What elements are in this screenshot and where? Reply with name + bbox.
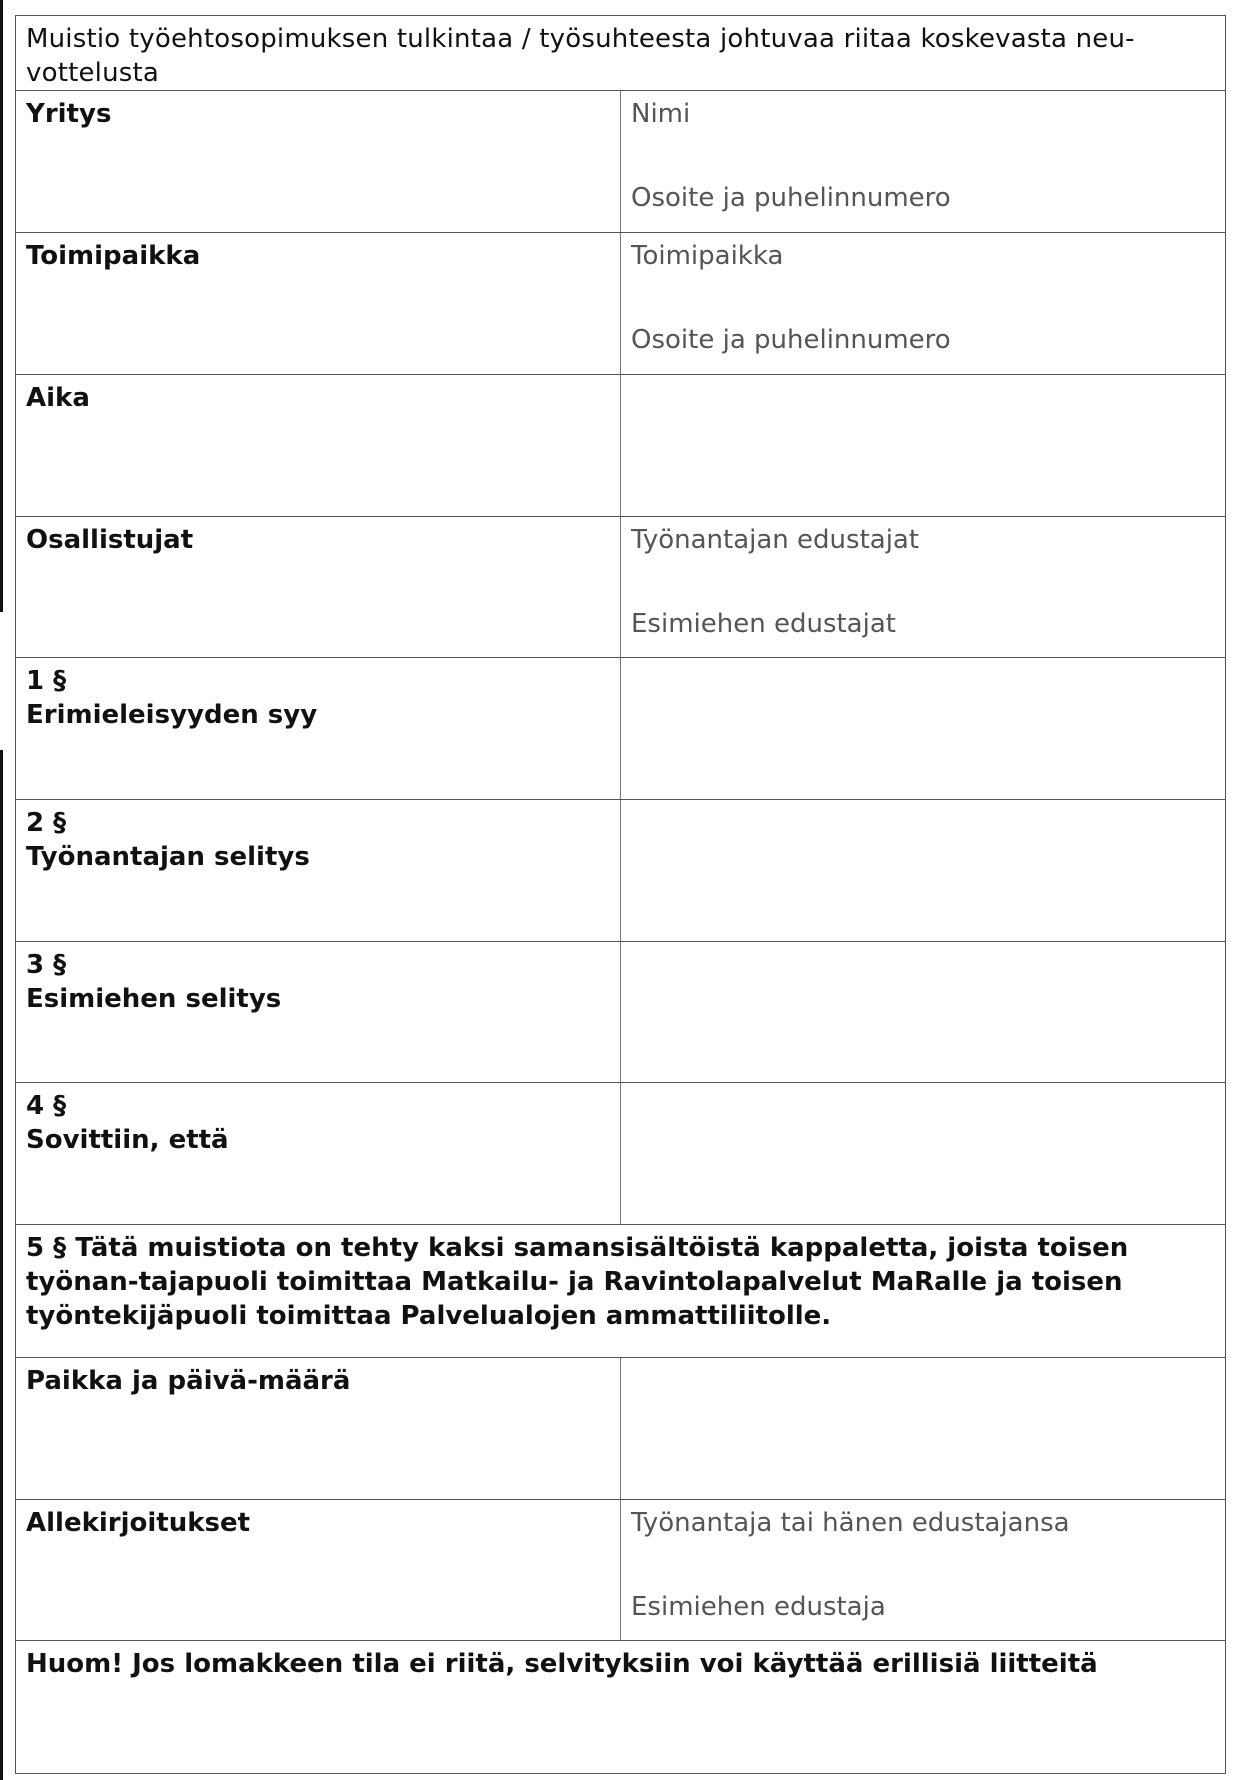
section2-label: [16, 799, 621, 941]
section2-title: Työnantajan selitys: [26, 841, 310, 872]
section4-number: 4 §: [26, 1091, 67, 1122]
section4-title: Sovittiin, että: [26, 1125, 229, 1156]
section2-row: [16, 799, 1226, 941]
company-row: [16, 91, 1226, 233]
section4-label: [16, 1083, 621, 1225]
signatures-row: [16, 1499, 1226, 1641]
employer-signature-hint: Työnantaja tai hänen edustajansa: [631, 1507, 1070, 1538]
company-field[interactable]: [621, 91, 1226, 233]
company-address-hint: Osoite ja puhelinnumero: [631, 183, 951, 214]
form-title: Muistio työehtosopimuksen tulkintaa / työsuhteesta johtuvaa riitaa koskevasta neu-vottelusta: [16, 16, 1226, 91]
scan-edge-top: [0, 0, 3, 612]
note-row: [16, 1641, 1226, 1774]
site-field[interactable]: [621, 233, 1226, 375]
site-address-hint: Osoite ja puhelinnumero: [631, 325, 951, 356]
participants-label: Osallistujat: [16, 516, 621, 658]
signatures-label: Allekirjoitukset: [16, 1499, 621, 1641]
negotiation-memo-form: [15, 15, 1226, 1774]
site-row: [16, 233, 1226, 375]
section4-row: [16, 1083, 1226, 1225]
form-note: Huom! Jos lomakkeen tila ei riitä, selvityksiin voi käyttää erillisiä liitteitä: [16, 1641, 1226, 1774]
section5-row: [16, 1225, 1226, 1358]
time-field[interactable]: [621, 374, 1226, 516]
company-name-hint: Nimi: [631, 99, 691, 130]
time-row: [16, 374, 1226, 516]
place-date-label: Paikka ja päivä-määrä: [16, 1357, 621, 1499]
section1-field[interactable]: [621, 658, 1226, 800]
place-date-field[interactable]: [621, 1357, 1226, 1499]
participants-row: [16, 516, 1226, 658]
section3-number: 3 §: [26, 949, 67, 980]
section3-row: [16, 941, 1226, 1083]
supervisor-signature-hint: Esimiehen edustaja: [631, 1591, 886, 1622]
section5-text: [16, 1225, 1226, 1358]
place-date-row: [16, 1357, 1226, 1499]
section1-title: Erimieleisyyden syy: [26, 700, 318, 731]
scan-edge-bottom: [0, 750, 3, 1780]
section3-title: Esimiehen selitys: [26, 983, 282, 1014]
section2-field[interactable]: [621, 799, 1226, 941]
section1-row: [16, 658, 1226, 800]
section3-label: [16, 941, 621, 1083]
section1-label: [16, 658, 621, 800]
site-label: Toimipaikka: [16, 233, 621, 375]
section4-field[interactable]: [621, 1083, 1226, 1225]
section3-field[interactable]: [621, 941, 1226, 1083]
company-label: Yritys: [16, 91, 621, 233]
site-name-hint: Toimipaikka: [631, 241, 784, 272]
participants-field[interactable]: [621, 516, 1226, 658]
supervisor-reps-hint: Esimiehen edustajat: [631, 608, 896, 639]
time-label: Aika: [16, 374, 621, 516]
signatures-field[interactable]: [621, 1499, 1226, 1641]
section5-clause: 5 § Tätä muistiota on tehty kaksi samansisältöistä kappaletta, joista toisen työnan-tajapuoli toimittaa Matkailu- ja Ravintolapalvelut MaRalle ja toisen työntekijäpuoli toimittaa Palvelualojen ammattiliitolle.: [26, 1233, 1129, 1332]
employer-reps-hint: Työnantajan edustajat: [631, 524, 920, 555]
section2-number: 2 §: [26, 807, 67, 838]
section1-number: 1 §: [26, 666, 67, 697]
